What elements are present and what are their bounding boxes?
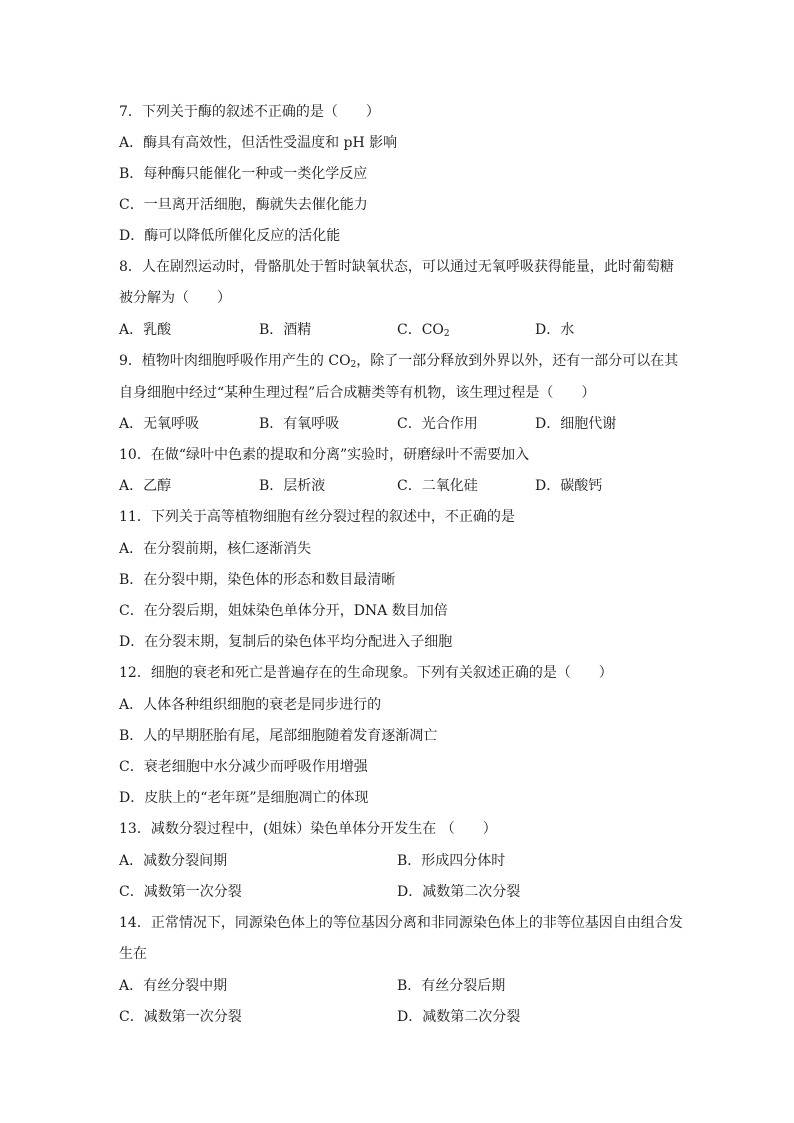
q12-option-d: D．皮肤上的“老年斑”是细胞凋亡的体现 bbox=[119, 790, 369, 806]
q7-option-b: B．每种酶只能催化一种或一类化学反应 bbox=[119, 166, 368, 182]
q14-stem-line1: 14．正常情况下，同源染色体上的等位基因分离和非同源染色体上的非等位基因自由组合发 bbox=[119, 915, 683, 931]
q13-option-a: A．减数分裂间期 bbox=[119, 853, 228, 869]
q10-stem: 10．在做“绿叶中色素的提取和分离”实验时，研磨绿叶不需要加入 bbox=[119, 447, 530, 463]
q7-option-d: D．酶可以降低所催化反应的活化能 bbox=[119, 228, 341, 244]
q14-option-d: D．减数第二次分裂 bbox=[397, 1009, 521, 1025]
q14-stem-line2: 生在 bbox=[119, 946, 147, 962]
q14-option-b: B．有丝分裂后期 bbox=[397, 978, 506, 994]
q11-option-a: A．在分裂前期，核仁逐渐消失 bbox=[119, 541, 312, 557]
q12-option-b: B．人的早期胚胎有尾，尾部细胞随着发育逐渐凋亡 bbox=[119, 728, 438, 744]
q9-option-d: D．细胞代谢 bbox=[535, 416, 617, 432]
q8-option-d: D．水 bbox=[535, 322, 575, 338]
q7-stem: 7．下列关于酶的叙述不正确的是（ ） bbox=[119, 104, 380, 120]
q9-option-a: A．无氧呼吸 bbox=[119, 416, 200, 432]
q13-option-b: B．形成四分体时 bbox=[397, 853, 506, 869]
q11-option-d: D．在分裂末期，复制后的染色体平均分配进入子细胞 bbox=[119, 634, 453, 650]
q14-option-c: C．减数第一次分裂 bbox=[119, 1009, 242, 1025]
q11-option-c: C．在分裂后期，姐妹染色单体分开，DNA 数目加倍 bbox=[119, 603, 448, 619]
q13-stem: 13．减数分裂过程中，(姐妹）染色单体分开发生在 （ ） bbox=[119, 821, 497, 837]
q8-option-c: C．$CO_2$ bbox=[397, 322, 450, 339]
q7-option-c: C．一旦离开活细胞，酶就失去催化能力 bbox=[119, 197, 368, 213]
q8-stem-line1: 8．人在剧烈运动时，骨骼肌处于暂时缺氧状态，可以通过无氧呼吸获得能量，此时葡萄糖 bbox=[119, 259, 674, 275]
q8-stem-line2: 被分解为（ ） bbox=[119, 290, 231, 306]
q9-option-b: B．有氧呼吸 bbox=[259, 416, 340, 432]
q10-option-a: A．乙醇 bbox=[119, 478, 172, 494]
q13-option-c: C．减数第一次分裂 bbox=[119, 884, 242, 900]
q10-option-b: B．层析液 bbox=[259, 478, 326, 494]
q12-option-a: A．人体各种组织细胞的衰老是同步进行的 bbox=[119, 697, 382, 713]
q9-stem-line1: 9．植物叶肉细胞呼吸作用产生的 $CO_2$，除了一部分释放到外界以外，还有一部分可以在其 bbox=[119, 353, 679, 370]
q10-option-c: C．二氧化硅 bbox=[397, 478, 478, 494]
q7-option-a: A．酶具有高效性，但活性受温度和 pH 影响 bbox=[119, 135, 398, 151]
q9-stem-line2: 自身细胞中经过“某种生理过程”后合成糖类等有机物，该生理过程是（ ） bbox=[119, 385, 596, 401]
q8-option-a: A．乳酸 bbox=[119, 322, 172, 338]
q14-option-a: A．有丝分裂中期 bbox=[119, 978, 228, 994]
q12-option-c: C．衰老细胞中水分减少而呼吸作用增强 bbox=[119, 759, 368, 775]
q11-option-b: B．在分裂中期，染色体的形态和数目最清晰 bbox=[119, 572, 396, 588]
q13-option-d: D．减数第二次分裂 bbox=[397, 884, 521, 900]
q9-option-c: C．光合作用 bbox=[397, 416, 478, 432]
q10-option-d: D．碳酸钙 bbox=[535, 478, 603, 494]
q11-stem: 11．下列关于高等植物细胞有丝分裂过程的叙述中，不正确的是 bbox=[119, 509, 515, 525]
q8-option-b: B．酒精 bbox=[259, 322, 312, 338]
q12-stem: 12．细胞的衰老和死亡是普遍存在的生命现象。下列有关叙述正确的是（ ） bbox=[119, 665, 613, 681]
